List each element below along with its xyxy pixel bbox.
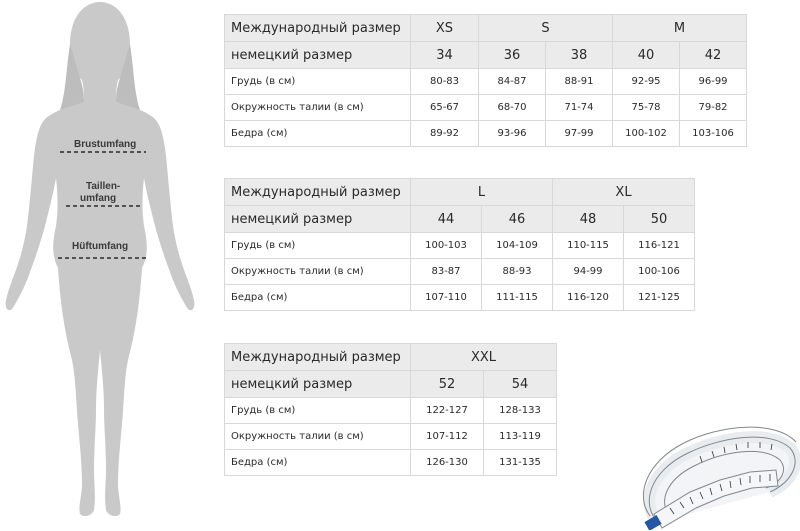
chest-cell: 128-133 <box>484 398 557 424</box>
chest-cell: 122-127 <box>411 398 484 424</box>
waist-label: Окружность талии (в см) <box>225 95 411 121</box>
german-size-cell: 34 <box>411 42 479 69</box>
female-silhouette-illustration <box>0 0 200 531</box>
measuring-tape-icon <box>630 418 800 530</box>
waist-label: Окружность талии (в см) <box>225 259 411 285</box>
bust-label: Brustumfang <box>74 139 137 150</box>
international-size-label: Международный размер <box>225 15 411 42</box>
hips-cell: 111-115 <box>482 285 553 311</box>
chest-cell: 100-103 <box>411 233 482 259</box>
waist-label-line2: umfang <box>80 193 117 204</box>
waist-cell: 113-119 <box>484 424 557 450</box>
chest-label: Грудь (в см) <box>225 233 411 259</box>
hips-label: Бедра (см) <box>225 285 411 311</box>
waist-cell: 83-87 <box>411 259 482 285</box>
size-group-s: S <box>479 15 613 42</box>
waist-cell: 88-93 <box>482 259 553 285</box>
size-group-m: M <box>613 15 747 42</box>
german-size-cell: 48 <box>553 206 624 233</box>
hips-cell: 103-106 <box>680 121 747 147</box>
german-size-cell: 50 <box>624 206 695 233</box>
hips-cell: 121-125 <box>624 285 695 311</box>
size-group-xxl: XXL <box>411 344 557 371</box>
chest-label: Грудь (в см) <box>225 398 411 424</box>
german-size-cell: 44 <box>411 206 482 233</box>
size-table-xxl <box>224 343 557 476</box>
hips-label: Бедра (см) <box>225 121 411 147</box>
size-group-xl: XL <box>553 179 695 206</box>
size-group-l: L <box>411 179 553 206</box>
german-size-label: немецкий размер <box>225 371 411 398</box>
hips-cell: 107-110 <box>411 285 482 311</box>
chest-cell: 104-109 <box>482 233 553 259</box>
waist-cell: 71-74 <box>546 95 613 121</box>
hips-cell: 116-120 <box>553 285 624 311</box>
international-size-label: Международный размер <box>225 179 411 206</box>
chest-cell: 110-115 <box>553 233 624 259</box>
waist-cell: 94-99 <box>553 259 624 285</box>
german-size-cell: 46 <box>482 206 553 233</box>
german-size-cell: 54 <box>484 371 557 398</box>
german-size-cell: 40 <box>613 42 680 69</box>
hips-cell: 97-99 <box>546 121 613 147</box>
german-size-cell: 36 <box>479 42 546 69</box>
international-size-label: Международный размер <box>225 344 411 371</box>
size-table-l-xl <box>224 178 695 311</box>
german-size-label: немецкий размер <box>225 206 411 233</box>
chest-cell: 80-83 <box>411 69 479 95</box>
hips-label: Бедра (см) <box>225 450 411 476</box>
german-size-cell: 42 <box>680 42 747 69</box>
waist-cell: 75-78 <box>613 95 680 121</box>
chest-label: Грудь (в см) <box>225 69 411 95</box>
hips-cell: 100-102 <box>613 121 680 147</box>
waist-label-line1: Taillen- <box>86 181 121 192</box>
hips-cell: 93-96 <box>479 121 546 147</box>
waist-cell: 68-70 <box>479 95 546 121</box>
waist-label: Окружность талии (в см) <box>225 424 411 450</box>
german-size-cell: 52 <box>411 371 484 398</box>
waist-cell: 107-112 <box>411 424 484 450</box>
waist-cell: 65-67 <box>411 95 479 121</box>
size-group-xs: XS <box>411 15 479 42</box>
size-table-xs-s-m <box>224 14 747 147</box>
hips-cell: 126-130 <box>411 450 484 476</box>
waist-cell: 79-82 <box>680 95 747 121</box>
chest-cell: 88-91 <box>546 69 613 95</box>
hip-label: Hüftumfang <box>72 241 129 252</box>
hips-cell: 89-92 <box>411 121 479 147</box>
german-size-cell: 38 <box>546 42 613 69</box>
chest-cell: 84-87 <box>479 69 546 95</box>
chest-cell: 92-95 <box>613 69 680 95</box>
hips-cell: 131-135 <box>484 450 557 476</box>
chest-cell: 116-121 <box>624 233 695 259</box>
german-size-label: немецкий размер <box>225 42 411 69</box>
waist-cell: 100-106 <box>624 259 695 285</box>
chest-cell: 96-99 <box>680 69 747 95</box>
